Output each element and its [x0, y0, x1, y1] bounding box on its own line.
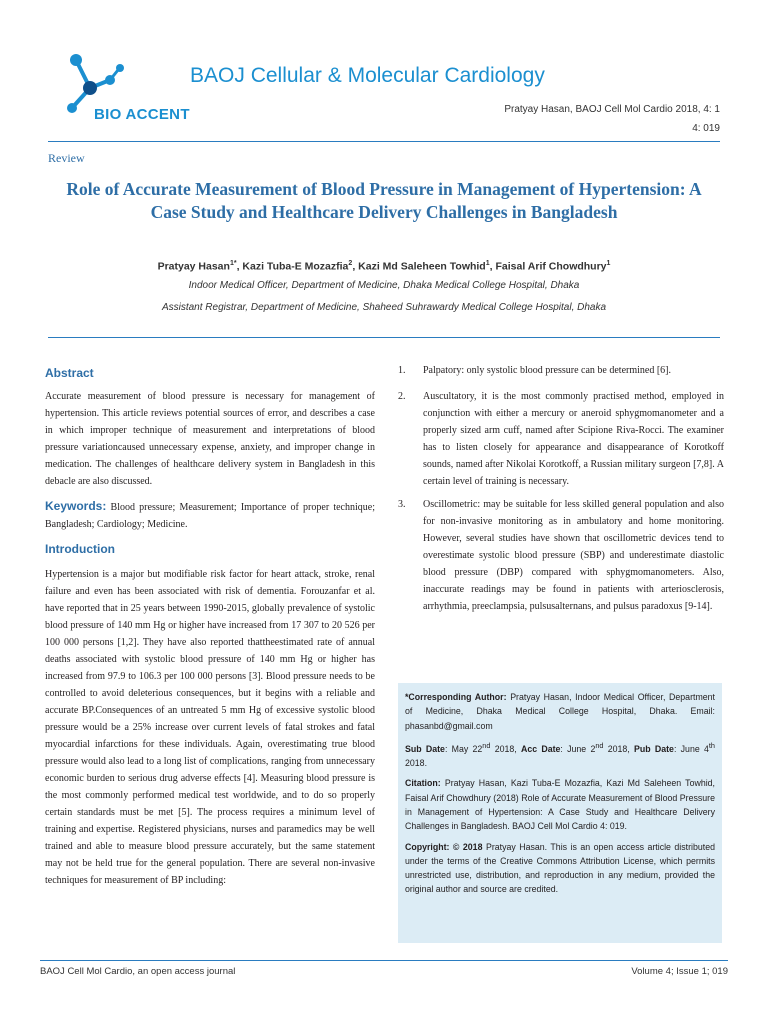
- dates: Sub Date: May 22nd 2018, Acc Date: June 2nd 2018, Pub Date: June 4th 2018.: [405, 740, 715, 769]
- introduction-text: Hypertension is a major but modifiable risk factor for heart attack, stroke, renal failure and even has been associated with risk of dementia. Forouzanfar et al. have reported that in 25 years between 1990-2015, globally prevalence of systolic blood pressure of 140 mm Hg or higher have increased from 17 307 to 20 526 per 100 000 persons [1,2]. They have also reported thattheestimated rate of annual deaths associated with systolic blood pressure of 140 mm Hg or higher has increased from 97.9 to 106.3 per 100 000 persons [3]. Blood pressure needs to be controlled to avoid deleterious consequences, but it begins with a reliable and accurate BP.Consequences of an untreated 5 mm Hg of excessive systolic blood pressure would be a 25% increase over current levels of fatal strokes and fatal myocardial infarctions for these individuals. Again, overestimating true blood pressure would also lead to a long list of complications, ranging from unnecessary economic burden to serious drug adverse effects [4]. Measuring blood pressure is the most commonly performed medical test worldwide, and to do so properly certain standards must be met [5]. The process requires a minimum level of training and expertise. Registered physicians, nurses and paramedics may be well trained and able to measure blood pressure accurately, but the same statement may not be held true for the general population. There are several non-invasive techniques for measurement of BP including:: [45, 569, 375, 886]
- abstract-heading: Abstract: [45, 366, 94, 380]
- keywords: [45, 498, 375, 533]
- list-number: 1.: [398, 365, 406, 376]
- footer-rule: [40, 960, 728, 961]
- citation-text: Pratyay Hasan, Kazi Tuba-E Mozazfia, Kazi Md Saleheen Towhid, Faisal Arif Chowdhury (2018) Role of Accurate Measurement of Blood Pressure in Management of Hypertension: A Case Study and Healthcare Delivery Challenges in Bangladesh. BAOJ Cell Mol Cardio 4: 019.: [405, 778, 715, 832]
- pub-date: June 4: [680, 743, 709, 754]
- affiliation-rule: [48, 337, 720, 338]
- introduction-heading: Introduction: [45, 542, 115, 556]
- author-2: Kazi Tuba-E Mozazfia: [242, 260, 349, 273]
- citation-label: Citation:: [405, 778, 441, 789]
- affiliation-2: Assistant Registrar, Department of Medicine, Shaheed Suhrawardy Medical College Hospital, Dhaka: [161, 302, 607, 313]
- publisher-logo: [58, 50, 238, 130]
- sub-date: May 22: [451, 743, 483, 754]
- acc-date-label: Acc Date: [520, 743, 561, 754]
- header-rule: [48, 141, 720, 142]
- article-type: Review: [48, 151, 85, 165]
- copyright-text: Pratyay Hasan. This is an open access article distributed under the terms of the Creative Commons Attribution License, which permits unrestricted use, distribution, and reproduction in any medium, provided the original author and source are credited.: [405, 841, 716, 895]
- keywords-text: Blood pressure; Measurement; Importance of proper technique; Bangladesh; Cardiology; Medicine.: [45, 502, 375, 530]
- header-citation: [504, 100, 720, 138]
- pub-date-label: Pub Date: [634, 743, 674, 754]
- acc-date: June 2: [567, 743, 596, 754]
- header-citation-line2: 4: 019: [692, 123, 720, 134]
- author-4: Faisal Arif Chowdhury: [495, 260, 607, 273]
- corresponding-author: [405, 690, 715, 733]
- author-1: Pratyay Hasan: [157, 260, 230, 273]
- sub-date-label: Sub Date: [405, 743, 445, 754]
- list-number: 2.: [398, 391, 406, 402]
- affiliation-1: Indoor Medical Officer, Department of Medicine, Dhaka Medical College Hospital, Dhaka: [188, 280, 580, 291]
- publisher-name: BIO ACCENT: [94, 106, 190, 123]
- copyright: [405, 840, 715, 897]
- author-4-affil: 1: [606, 260, 611, 267]
- author-list: Pratyay Hasan$^{1*}$, Kazi Tuba-E Mozazfia$^2$, Kazi Md Saleheen Towhid$^1$, Faisal Arif Chowdhury$^1$: [157, 260, 611, 273]
- author-1-affil: 1*: [229, 260, 237, 267]
- pub-date-sup: th: [708, 740, 715, 750]
- list-text: Auscultatory, it is the most commonly practised method, employed in conjunction with either a mercury or aneroid sphygmomanometer and a properly sized arm cuff, named after Scipione Riva-Rocci. The examiner has to listen closely for appearance and disappearance of Korotkoff sounds, named after Nikolai Korotkoff, a Russian military surgeon [7,8]. A certain level of training is necessary.: [423, 391, 724, 487]
- abstract-text: Accurate measurement of blood pressure is necessary for management of hypertension. This article reviews potential sources of error, and describes a case in which improper technique of measurement and interpretations of blood pressure variationcaused unnecessary expense, anxiety, and improper change in medication. The challenges of healthcare delivery system in Bangladesh in this debacle are also discussed.: [45, 391, 375, 487]
- acc-date-year: 2018,: [607, 743, 630, 754]
- header-citation-line1: Pratyay Hasan, BAOJ Cell Mol Cardio 2018, 4: 1: [504, 104, 720, 115]
- article-title: Role of Accurate Measurement of Blood Pressure in Management of Hypertension: A Case Study and Healthcare Delivery Challenges in Bangladesh: [66, 179, 702, 222]
- footer-journal: BAOJ Cell Mol Cardio, an open access journal: [40, 966, 236, 977]
- corresponding-label: *Corresponding Author:: [405, 692, 507, 702]
- list-text: Oscillometric: may be suitable for less skilled general population and also for non-invasive monitoring as in ambulatory and home monitoring. However, several studies have shown that oscillometric devices tend to overestimate systolic blood pressure (SBP) and underestimate diastolic blood pressure (DBP) compared with sphygmomanometers. Also, inaccurate readings may be found in patients with arteriosclerosis, arrhythmia, preeclampsia, pulsusalternans, and pulsus paradoxus [9-14].: [423, 499, 724, 612]
- author-2-affil: 2: [348, 260, 353, 267]
- sub-date-sup: nd: [482, 740, 491, 750]
- citation: [405, 776, 715, 833]
- sub-date-year: 2018,: [494, 743, 517, 754]
- journal-prefix: BAOJ: [190, 64, 245, 87]
- list-number: 3.: [398, 499, 406, 510]
- list-text: Palpatory: only systolic blood pressure can be determined [6].: [423, 365, 671, 376]
- journal-title: [190, 64, 545, 88]
- copyright-label: Copyright: © 2018: [405, 841, 483, 852]
- footer-volume: Volume 4; Issue 1; 019: [631, 966, 728, 977]
- corresponding-info-box: [398, 683, 722, 943]
- journal-name: Cellular & Molecular Cardiology: [250, 64, 545, 87]
- corresponding-text: Pratyay Hasan, Indoor Medical Officer, Department of Medicine, Dhaka Medical College Hospital, Dhaka. Email: phasanbd@gmail.com: [405, 692, 715, 731]
- bp-technique-list: [398, 362, 724, 652]
- acc-date-sup: nd: [595, 740, 604, 750]
- pub-date-year: 2018.: [405, 758, 428, 769]
- author-3: Kazi Md Saleheen Towhid: [358, 260, 486, 273]
- author-3-affil: 1: [485, 260, 490, 267]
- keywords-heading: Keywords:: [45, 499, 107, 513]
